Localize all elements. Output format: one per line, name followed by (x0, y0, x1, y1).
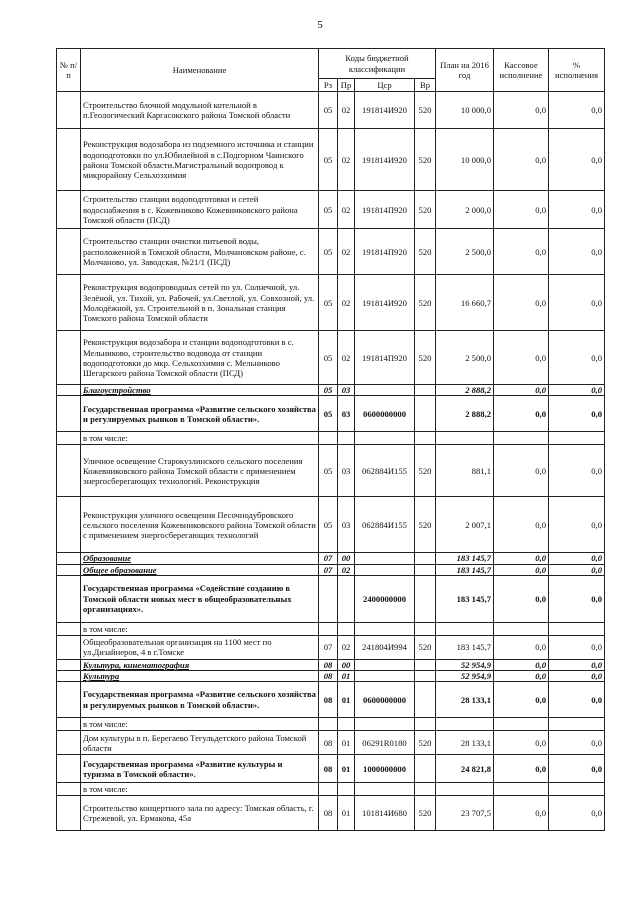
row-pct: 0,0 (549, 755, 605, 783)
row-rz: 08 (319, 796, 338, 831)
row-cash: 0,0 (494, 635, 549, 659)
row-name: Строительство блочной модульной котельной в п.Геологический Каргасокского района Томской области (81, 92, 319, 129)
table-row (57, 191, 605, 229)
row-rz (319, 783, 338, 796)
row-csr: 101814И680 (355, 796, 415, 831)
table-row (57, 622, 605, 635)
table-row (57, 682, 605, 718)
row-rz: 08 (319, 682, 338, 718)
row-vr (415, 432, 436, 445)
row-pr: 03 (338, 445, 355, 497)
table-row (57, 731, 605, 755)
row-name: Государственная программа «Развитие культуры и туризма в Томской области». (81, 755, 319, 783)
row-csr (355, 385, 415, 396)
row-rz: 05 (319, 497, 338, 553)
table-row (57, 445, 605, 497)
row-pr: 00 (338, 659, 355, 670)
row-num (57, 432, 81, 445)
table-row (57, 331, 605, 385)
row-pct: 0,0 (549, 635, 605, 659)
row-name: Дом культуры в п. Берегаево Тегульдетского района Томской области (81, 731, 319, 755)
row-pr: 02 (338, 635, 355, 659)
row-pr: 02 (338, 331, 355, 385)
row-pct: 0,0 (549, 682, 605, 718)
row-rz: 08 (319, 731, 338, 755)
row-plan: 2 888,2 (436, 385, 494, 396)
row-name: Реконструкция водозабора и станции водоподготовки в с. Мельниково, строительство водовода от станции водоподготовки до мкр. Сельхозхимия с. Мельниково Шегарского района Томской области (ПСД) (81, 331, 319, 385)
row-plan: 23 707,5 (436, 796, 494, 831)
row-csr: 062884И155 (355, 445, 415, 497)
row-plan: 183 145,7 (436, 575, 494, 622)
row-rz (319, 718, 338, 731)
row-cash: 0,0 (494, 275, 549, 331)
row-csr: 241804И994 (355, 635, 415, 659)
row-name: Культура, кинематография (81, 659, 319, 670)
row-cash: 0,0 (494, 497, 549, 553)
row-num (57, 682, 81, 718)
row-rz: 08 (319, 755, 338, 783)
row-num (57, 731, 81, 755)
row-cash: 0,0 (494, 445, 549, 497)
row-cash: 0,0 (494, 575, 549, 622)
row-num (57, 396, 81, 432)
row-csr: 06291R0180 (355, 731, 415, 755)
row-csr (355, 553, 415, 564)
row-plan: 10 000,0 (436, 129, 494, 191)
row-name: Культура (81, 670, 319, 681)
row-name: Благоустройство (81, 385, 319, 396)
row-vr (415, 718, 436, 731)
row-rz: 05 (319, 92, 338, 129)
row-vr: 520 (415, 275, 436, 331)
row-num (57, 553, 81, 564)
table-row (57, 92, 605, 129)
row-plan: 183 145,7 (436, 564, 494, 575)
row-plan: 16 660,7 (436, 275, 494, 331)
row-name: Строительство станции очистки питьевой воды, расположенной в Томской области, Молчановском районе, с. Молчаново, ул. Заводская, №21/1 (ПСД) (81, 229, 319, 275)
row-num (57, 497, 81, 553)
row-csr: 062884И155 (355, 497, 415, 553)
row-vr: 520 (415, 635, 436, 659)
budget-table (56, 48, 605, 831)
row-pr (338, 575, 355, 622)
row-num (57, 796, 81, 831)
row-rz: 05 (319, 396, 338, 432)
row-pr: 01 (338, 796, 355, 831)
table-row (57, 783, 605, 796)
row-name: Реконструкция водозабора из подземного источника и станции водоподготовки по ул.Юбилейной в с.Подгорном Чаинского района Томской области.Магистральный водопровод к микрорайону Сельхозхимия (81, 129, 319, 191)
row-pr (338, 622, 355, 635)
row-pct: 0,0 (549, 731, 605, 755)
row-pct (549, 622, 605, 635)
row-num (57, 670, 81, 681)
row-csr (355, 783, 415, 796)
row-cash: 0,0 (494, 396, 549, 432)
header-vr: Вр (415, 79, 436, 92)
table-row (57, 129, 605, 191)
row-csr: 0600000000 (355, 396, 415, 432)
row-vr: 520 (415, 191, 436, 229)
row-pct: 0,0 (549, 564, 605, 575)
row-pct: 0,0 (549, 92, 605, 129)
row-cash: 0,0 (494, 385, 549, 396)
row-name: Государственная программа «Развитие сельского хозяйства и регулируемых рынков в Томской области». (81, 396, 319, 432)
row-pct (549, 432, 605, 445)
row-num (57, 659, 81, 670)
row-pr: 02 (338, 229, 355, 275)
row-num (57, 191, 81, 229)
row-name: в том числе: (81, 783, 319, 796)
row-pct: 0,0 (549, 275, 605, 331)
row-num (57, 92, 81, 129)
table-row (57, 497, 605, 553)
row-cash: 0,0 (494, 755, 549, 783)
header-plan: План на 2016 год (436, 49, 494, 92)
row-pr: 02 (338, 564, 355, 575)
row-cash: 0,0 (494, 670, 549, 681)
row-name: Реконструкция уличного освещения Песочнодубровского сельского поселения Кожевниковского района Томской области с применением энергосберегающих технологий (81, 497, 319, 553)
row-pct: 0,0 (549, 445, 605, 497)
row-vr (415, 575, 436, 622)
row-cash (494, 718, 549, 731)
row-cash: 0,0 (494, 191, 549, 229)
row-pct: 0,0 (549, 331, 605, 385)
row-name: Государственная программа «Содействие созданию в Томской области новых мест в общеобразовательных организациях». (81, 575, 319, 622)
row-pr: 02 (338, 191, 355, 229)
row-vr (415, 755, 436, 783)
row-name: Реконструкция водопроводных сетей по ул. Солнечной, ул. Зелёной, ул. Тихой, ул. Рабочей, ул.Светлой, ул. Совхозной, ул. Молодёжной, ул. Строительной в п. Зональная станция Томского района Томской области (81, 275, 319, 331)
row-name: Образование (81, 553, 319, 564)
row-plan (436, 432, 494, 445)
row-pct: 0,0 (549, 796, 605, 831)
header-name: Наименование (81, 49, 319, 92)
row-rz: 05 (319, 129, 338, 191)
row-num (57, 385, 81, 396)
row-rz: 07 (319, 553, 338, 564)
row-pct: 0,0 (549, 553, 605, 564)
table-row (57, 659, 605, 670)
row-rz: 05 (319, 191, 338, 229)
row-num (57, 275, 81, 331)
row-rz (319, 575, 338, 622)
row-cash: 0,0 (494, 659, 549, 670)
row-name: Государственная программа «Развитие сельского хозяйства и регулируемых рынков в Томской области». (81, 682, 319, 718)
row-cash: 0,0 (494, 731, 549, 755)
row-vr (415, 670, 436, 681)
row-plan (436, 783, 494, 796)
row-cash: 0,0 (494, 92, 549, 129)
table-row (57, 635, 605, 659)
row-vr (415, 553, 436, 564)
header-rz: Рз (319, 79, 338, 92)
header-pr: Пр (338, 79, 355, 92)
row-cash (494, 432, 549, 445)
row-vr: 520 (415, 497, 436, 553)
row-name: в том числе: (81, 718, 319, 731)
row-cash: 0,0 (494, 796, 549, 831)
row-plan: 28 133,1 (436, 682, 494, 718)
row-vr: 520 (415, 331, 436, 385)
row-pr: 02 (338, 275, 355, 331)
row-pr: 03 (338, 497, 355, 553)
table-row (57, 396, 605, 432)
row-num (57, 575, 81, 622)
row-rz: 05 (319, 229, 338, 275)
row-rz (319, 622, 338, 635)
row-csr (355, 659, 415, 670)
row-name: в том числе: (81, 432, 319, 445)
row-pct: 0,0 (549, 129, 605, 191)
table-header (57, 49, 605, 92)
row-vr (415, 396, 436, 432)
row-pr: 01 (338, 682, 355, 718)
row-num (57, 622, 81, 635)
row-plan: 2 500,0 (436, 331, 494, 385)
row-rz: 05 (319, 445, 338, 497)
row-csr (355, 718, 415, 731)
row-pct: 0,0 (549, 385, 605, 396)
row-pr (338, 783, 355, 796)
row-vr: 520 (415, 92, 436, 129)
row-rz: 07 (319, 564, 338, 575)
row-cash: 0,0 (494, 331, 549, 385)
table-row (57, 718, 605, 731)
row-rz: 05 (319, 275, 338, 331)
row-plan: 52 954,9 (436, 659, 494, 670)
row-num (57, 129, 81, 191)
row-pr: 01 (338, 755, 355, 783)
row-pr: 00 (338, 553, 355, 564)
row-pct: 0,0 (549, 229, 605, 275)
table-row (57, 275, 605, 331)
header-pct: % исполнения (549, 49, 605, 92)
table-row (57, 229, 605, 275)
row-pr: 02 (338, 92, 355, 129)
row-cash (494, 622, 549, 635)
row-name: в том числе: (81, 622, 319, 635)
row-csr: 191814И920 (355, 129, 415, 191)
row-num (57, 718, 81, 731)
row-cash: 0,0 (494, 682, 549, 718)
row-name: Строительство станции водоподготовки и сетей водоснабжения в с. Кожевниково Кожевниковского района Томской области (ПСД) (81, 191, 319, 229)
table-row (57, 796, 605, 831)
header-num: № п/п (57, 49, 81, 92)
row-rz (319, 432, 338, 445)
row-pct (549, 718, 605, 731)
row-csr: 191814П920 (355, 191, 415, 229)
row-num (57, 783, 81, 796)
row-csr (355, 622, 415, 635)
table-row (57, 575, 605, 622)
row-name: Строительство концертного зала по адресу: Томская область, г. Стрежевой, ул. Ермакова, 45а (81, 796, 319, 831)
row-csr: 191814П920 (355, 229, 415, 275)
row-plan: 2 007,1 (436, 497, 494, 553)
row-vr (415, 783, 436, 796)
row-csr: 191814И920 (355, 92, 415, 129)
row-num (57, 755, 81, 783)
row-plan: 24 821,8 (436, 755, 494, 783)
row-pr (338, 432, 355, 445)
row-plan: 52 954,9 (436, 670, 494, 681)
row-plan: 28 133,1 (436, 731, 494, 755)
header-cash: Кассовое исполнение (494, 49, 549, 92)
row-plan: 881,1 (436, 445, 494, 497)
row-vr: 520 (415, 229, 436, 275)
row-plan: 10 000,0 (436, 92, 494, 129)
table-body (57, 92, 605, 831)
row-csr (355, 564, 415, 575)
row-vr (415, 564, 436, 575)
row-csr: 2400000000 (355, 575, 415, 622)
row-name: Уличное освещение Старокузлинского сельского поселения Кожевниковского района Томской области с применением энергосберегающих технологий. Реконструкция (81, 445, 319, 497)
row-pr: 03 (338, 385, 355, 396)
row-name: Общее образование (81, 564, 319, 575)
row-pct: 0,0 (549, 497, 605, 553)
row-num (57, 331, 81, 385)
row-rz: 05 (319, 331, 338, 385)
row-plan: 2 500,0 (436, 229, 494, 275)
row-csr: 1000000000 (355, 755, 415, 783)
row-pct: 0,0 (549, 396, 605, 432)
row-vr: 520 (415, 129, 436, 191)
row-csr: 191814И920 (355, 275, 415, 331)
row-pct: 0,0 (549, 575, 605, 622)
row-pct (549, 783, 605, 796)
row-cash: 0,0 (494, 564, 549, 575)
row-pr: 02 (338, 129, 355, 191)
row-plan: 183 145,7 (436, 635, 494, 659)
header-csr: Цср (355, 79, 415, 92)
row-rz: 08 (319, 659, 338, 670)
row-csr: 191814П920 (355, 331, 415, 385)
row-pr: 01 (338, 731, 355, 755)
table-row (57, 385, 605, 396)
row-pct: 0,0 (549, 670, 605, 681)
row-cash (494, 783, 549, 796)
table-row (57, 755, 605, 783)
row-cash: 0,0 (494, 229, 549, 275)
row-plan (436, 622, 494, 635)
table-row (57, 432, 605, 445)
row-pr: 03 (338, 396, 355, 432)
row-rz: 08 (319, 670, 338, 681)
row-pr (338, 718, 355, 731)
row-vr (415, 385, 436, 396)
row-vr (415, 622, 436, 635)
row-num (57, 635, 81, 659)
row-plan: 183 145,7 (436, 553, 494, 564)
table-row (57, 564, 605, 575)
header-codes-group: Коды бюджетной классификации (319, 49, 436, 79)
row-num (57, 229, 81, 275)
row-num (57, 445, 81, 497)
row-name: Общеобразовательная организация на 1100 мест по ул.Дизайнеров, 4 в г.Томске (81, 635, 319, 659)
row-vr: 520 (415, 731, 436, 755)
table-row (57, 670, 605, 681)
row-vr: 520 (415, 796, 436, 831)
row-plan (436, 718, 494, 731)
row-plan: 2 888,2 (436, 396, 494, 432)
row-rz: 05 (319, 385, 338, 396)
row-pct: 0,0 (549, 191, 605, 229)
row-cash: 0,0 (494, 129, 549, 191)
row-vr (415, 682, 436, 718)
row-csr (355, 432, 415, 445)
row-vr: 520 (415, 445, 436, 497)
row-cash: 0,0 (494, 553, 549, 564)
row-pct: 0,0 (549, 659, 605, 670)
page-number: 5 (317, 19, 323, 31)
row-csr: 0600000000 (355, 682, 415, 718)
row-num (57, 564, 81, 575)
row-plan: 2 000,0 (436, 191, 494, 229)
row-vr (415, 659, 436, 670)
table-row (57, 553, 605, 564)
row-pr: 01 (338, 670, 355, 681)
row-rz: 07 (319, 635, 338, 659)
row-csr (355, 670, 415, 681)
